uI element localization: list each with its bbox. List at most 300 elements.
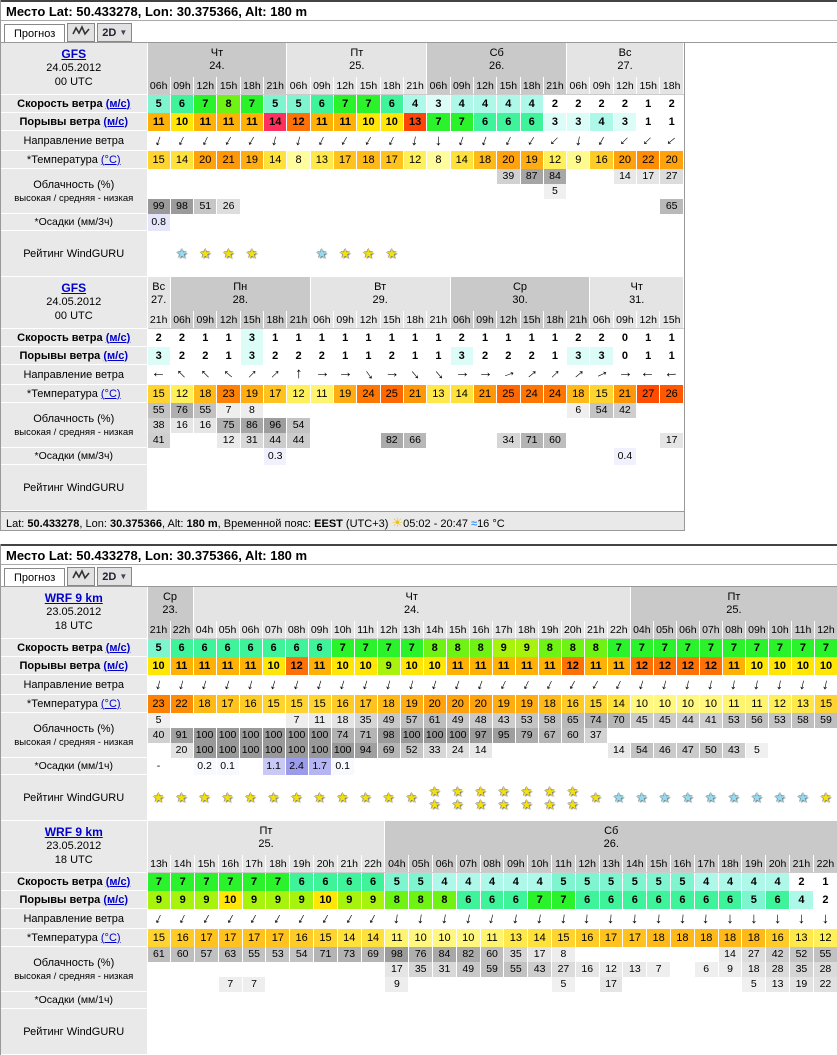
temperature-cell: 11 [310, 385, 333, 403]
precip-cell [403, 448, 426, 465]
rating-cell [480, 1009, 504, 1055]
wind-speed-cell: 8 [423, 639, 446, 657]
rating-cell [497, 465, 520, 511]
temperature-cell: 19 [240, 385, 263, 403]
wind-speed-cell: 7 [354, 639, 377, 657]
wind-arrow-icon: ↓ [654, 909, 664, 928]
temperature-cell: 12 [403, 151, 426, 169]
wind-speed-cell: 5 [647, 873, 671, 891]
hour-header: 09h [334, 311, 357, 329]
hour-header: 13h [599, 855, 623, 873]
cloud-mid-cell [590, 184, 613, 199]
cloud-low-cell: 17 [599, 977, 623, 992]
model-link[interactable]: WRF 9 km [44, 591, 103, 605]
temperature-cell: 17 [216, 695, 239, 713]
cloud-mid-cell [147, 962, 171, 977]
wind-speed-cell: 7 [334, 95, 357, 113]
star-icon: ★ [682, 790, 694, 805]
cloud-high-cell: 7 [217, 403, 240, 418]
hour-header: 11h [354, 621, 377, 639]
tab-forecast[interactable]: Прогноз [4, 24, 65, 42]
wind-direction-cell [240, 365, 263, 385]
precip-cell [694, 992, 718, 1009]
temperature-cell: 23 [217, 385, 240, 403]
wind-speed-cell: 8 [561, 639, 584, 657]
star-icon: ★ [222, 246, 235, 261]
wind-gusts-cell: 1 [334, 347, 357, 365]
cloud-low-cell [456, 977, 480, 992]
precip-cell [647, 992, 671, 1009]
wind-direction-cell [380, 131, 403, 151]
wind-arrow-icon: ↓ [705, 675, 717, 694]
view-2d-label: 2D [102, 570, 117, 583]
cloud-mid-cell: 100 [193, 728, 216, 743]
cloud-mid-cell: 5 [543, 184, 566, 199]
cloud-high-cell [599, 947, 623, 962]
precip-cell [217, 448, 240, 465]
wind-arrow-icon: ↓ [360, 131, 376, 150]
hour-header: 12h [637, 311, 660, 329]
wind-speed-cell: 4 [497, 95, 520, 113]
cloud-low-cell [575, 977, 599, 992]
rating-cell [147, 465, 170, 511]
cloud-mid-cell [194, 184, 217, 199]
unit-link[interactable]: (°C) [100, 931, 121, 944]
unit-link[interactable]: (м/с) [103, 893, 128, 906]
wind-arrow-icon: ↓ [196, 365, 214, 384]
wind-gusts-cell: 1 [637, 347, 660, 365]
precip-cell [473, 214, 496, 231]
wind-speed-cell: 7 [745, 639, 768, 657]
wind-direction-cell [584, 675, 607, 695]
precip-cell [613, 214, 636, 231]
wind-arrow-icon: ↓ [341, 909, 357, 928]
precip-cell [380, 448, 403, 465]
cloud-mid-cell [450, 184, 473, 199]
cloud-high-cell: 53 [768, 713, 791, 728]
clouds-sublabel: высокая / средняя - низкая [14, 736, 134, 748]
row-label: *Температура (°C) [1, 385, 147, 403]
cloud-high-cell: 48 [469, 713, 492, 728]
wind-gusts-cell: 11 [515, 657, 538, 675]
rating-cell [450, 231, 473, 277]
wind-arrow-icon: ↓ [820, 675, 832, 694]
model-link[interactable]: GFS [61, 281, 87, 295]
wind-speed-cell: 1 [357, 329, 380, 347]
star-icon: ★ [405, 790, 418, 805]
wind-arrow-icon: ↓ [611, 675, 626, 694]
rating-cell [334, 465, 357, 511]
star-icon: ★ [313, 790, 326, 805]
model-run: 00 UTC [54, 310, 93, 322]
wind-direction-cell [469, 675, 492, 695]
wind-arrow-icon: ↓ [199, 909, 214, 928]
cloud-mid-cell [567, 184, 590, 199]
wind-speed-cell: 2 [147, 329, 170, 347]
wind-gusts-cell: 9 [242, 891, 266, 909]
day-header: Вт 29. [310, 277, 450, 311]
hour-header: 09h [504, 855, 528, 873]
unit-link[interactable]: (м/с) [105, 875, 131, 888]
rating-cell [310, 465, 333, 511]
wind-direction-cell [427, 365, 450, 385]
wind-arrow-icon: ↓ [243, 365, 261, 384]
wind-arrow-icon: ↓ [588, 675, 604, 694]
precip-cell [497, 214, 520, 231]
cloud-mid-cell: 28 [813, 962, 837, 977]
temperature-cell: 16 [239, 695, 262, 713]
cloud-mid-cell: 96 [264, 418, 287, 433]
rating-cell [718, 1009, 742, 1055]
wind-speed-cell: 6 [310, 95, 333, 113]
temperature-cell: 18 [538, 695, 561, 713]
wind-direction-cell [193, 675, 216, 695]
wind-gusts-cell: 11 [308, 657, 331, 675]
rating-cell [290, 1009, 314, 1055]
cloud-low-cell [473, 433, 496, 448]
cloud-mid-cell [170, 184, 193, 199]
temperature-cell: 25 [497, 385, 520, 403]
cloud-high-cell: 27 [742, 947, 766, 962]
rating-cell [630, 775, 653, 821]
unit-link[interactable]: (м/с) [105, 641, 131, 654]
hour-header: 19h [290, 855, 314, 873]
star-icon: ★ [705, 790, 717, 805]
precip-cell [814, 758, 837, 775]
rating-cell [314, 1009, 338, 1055]
cloud-high-cell: 42 [613, 403, 636, 418]
cloud-mid-cell [699, 728, 722, 743]
cloud-low-cell [409, 977, 433, 992]
rating-cell [217, 231, 240, 277]
wind-arrow-icon: ↓ [659, 675, 671, 694]
wind-speed-cell: 7 [242, 873, 266, 891]
unit-link[interactable]: (м/с) [103, 115, 128, 128]
wind-arrow-icon: ↓ [198, 675, 211, 694]
wind-gusts-cell: 1 [660, 347, 684, 365]
temperature-cell: 12 [543, 151, 566, 169]
model-cell [1, 277, 147, 329]
cloud-high-cell: 14 [718, 947, 742, 962]
precip-cell [768, 758, 791, 775]
cloud-mid-cell: 13 [623, 962, 647, 977]
cloud-low-cell [266, 977, 290, 992]
wind-gusts-cell: 11 [492, 657, 515, 675]
day-header: Сб 26. [427, 43, 567, 77]
cloud-mid-cell [607, 728, 630, 743]
rating-cell [427, 465, 450, 511]
unit-link[interactable]: (м/с) [103, 659, 128, 672]
unit-link[interactable]: (°C) [100, 153, 121, 166]
wind-speed-cell: 6 [216, 639, 239, 657]
hour-header: 21h [147, 311, 170, 329]
temperature-cell: 19 [515, 695, 538, 713]
wind-arrow-icon: ↓ [270, 909, 286, 928]
cloud-low-cell [450, 433, 473, 448]
day-header: Пт 25. [147, 821, 385, 855]
hour-header: 16h [218, 855, 242, 873]
temperature-cell: 20 [613, 151, 636, 169]
temperature-cell: 26 [660, 385, 684, 403]
row-label: *Температура (°C) [1, 695, 147, 713]
precip-cell [584, 758, 607, 775]
precip-cell: 0.1 [216, 758, 239, 775]
wind-speed-cell: 2 [790, 873, 814, 891]
forecast-panel-bottom [0, 544, 837, 1055]
cloud-high-cell: 41 [699, 713, 722, 728]
rating-cell [647, 1009, 671, 1055]
wind-arrow-icon: ↓ [244, 131, 260, 150]
hour-header: 20h [766, 855, 790, 873]
cloud-low-cell [357, 199, 380, 214]
rating-cell [423, 775, 446, 821]
forecast-table [1, 43, 684, 277]
wind-direction-cell [742, 909, 766, 929]
hour-header: 20h [561, 621, 584, 639]
cloud-low-cell: 43 [722, 743, 745, 758]
cloud-mid-cell [314, 962, 338, 977]
precip-cell [337, 992, 361, 1009]
cloud-low-cell [718, 977, 742, 992]
precip-cell [239, 758, 262, 775]
wind-direction-cell [334, 131, 357, 151]
wind-direction-cell [400, 675, 423, 695]
cloud-high-cell [520, 403, 543, 418]
star-icon: ★ [362, 246, 375, 261]
cloud-mid-cell: 59 [480, 962, 504, 977]
hour-header: 21h [584, 621, 607, 639]
cloud-low-cell [515, 743, 538, 758]
wind-speed-cell: 1 [637, 95, 660, 113]
graph-icon-button[interactable] [67, 23, 95, 42]
rating-cell [613, 465, 636, 511]
cloud-high-cell: 55 [242, 947, 266, 962]
star-icon: ★ [751, 790, 763, 805]
wind-gusts-cell: 6 [623, 891, 647, 909]
precip-cell [520, 448, 543, 465]
cloud-low-cell [814, 743, 837, 758]
cloud-mid-cell: 40 [147, 728, 170, 743]
temperature-cell: 21 [403, 385, 426, 403]
precip-cell [599, 992, 623, 1009]
wind-gusts-cell: 9 [266, 891, 290, 909]
hour-header: 12h [377, 621, 400, 639]
star-icon: ★ [359, 790, 372, 805]
wind-direction-cell [694, 909, 718, 929]
rating-cell [287, 465, 310, 511]
wind-arrow-icon: ↓ [522, 366, 541, 383]
rating-cell [331, 775, 354, 821]
precip-cell [497, 448, 520, 465]
wind-gusts-cell: 11 [607, 657, 630, 675]
cloud-low-cell: 33 [423, 743, 446, 758]
wind-speed-cell: 4 [520, 95, 543, 113]
cloud-mid-cell [264, 184, 287, 199]
cloud-mid-cell [310, 184, 333, 199]
unit-link[interactable]: (°C) [100, 387, 121, 400]
wind-arrow-icon: ↓ [751, 675, 763, 694]
wind-gusts-cell: 10 [354, 657, 377, 675]
precip-cell [290, 992, 314, 1009]
model-link[interactable]: WRF 9 km [44, 825, 103, 839]
temperature-cell: 18 [357, 151, 380, 169]
cloud-mid-cell [171, 962, 195, 977]
wind-speed-cell: 1 [637, 329, 660, 347]
temperature-cell: 18 [647, 929, 671, 947]
cloud-low-cell: 5 [742, 977, 766, 992]
wind-speed-cell: 7 [240, 95, 263, 113]
wind-speed-cell: 7 [699, 639, 722, 657]
precip-cell: 1.1 [262, 758, 285, 775]
wind-speed-cell: 4 [456, 873, 480, 891]
wind-arrow-icon: ↓ [635, 675, 649, 694]
hour-header: 04h [193, 621, 216, 639]
row-label [1, 713, 147, 758]
graph-icon-button[interactable] [67, 567, 95, 586]
rating-cell [561, 775, 584, 821]
rating-cell [607, 775, 630, 821]
star-icon: ★ [428, 796, 441, 812]
wind-gusts-cell: 12 [653, 657, 676, 675]
cloud-mid-cell [357, 418, 380, 433]
wind-speed-cell: 5 [147, 95, 170, 113]
temperature-cell: 18 [193, 695, 216, 713]
wind-gusts-cell: 6 [575, 891, 599, 909]
temperature-cell: 20 [497, 151, 520, 169]
hour-header: 16h [671, 855, 695, 873]
cloud-high-cell: 53 [722, 713, 745, 728]
wind-gusts-cell: 2 [170, 347, 193, 365]
cloud-high-cell [334, 403, 357, 418]
cloud-mid-cell [653, 728, 676, 743]
wind-direction-cell [637, 365, 660, 385]
unit-link[interactable]: (м/с) [105, 97, 131, 110]
cloud-high-cell: 74 [584, 713, 607, 728]
hour-header: 12h [357, 311, 380, 329]
model-cell [1, 43, 147, 95]
temperature-cell: 19 [492, 695, 515, 713]
precip-cell [607, 758, 630, 775]
hour-header: 22h [813, 855, 837, 873]
unit-link[interactable]: (°C) [100, 697, 121, 710]
rating-cell [637, 231, 660, 277]
model-link[interactable]: GFS [61, 47, 87, 61]
cloud-mid-cell [450, 418, 473, 433]
row-label: Направление ветра [1, 909, 147, 929]
hour-header: 05h [409, 855, 433, 873]
cloud-low-cell: 47 [676, 743, 699, 758]
cloud-high-cell [637, 403, 660, 418]
rating-cell [217, 465, 240, 511]
wind-gusts-cell: 11 [239, 657, 262, 675]
precip-cell [575, 992, 599, 1009]
wind-direction-cell [147, 909, 171, 929]
clouds-label: Облачность (%) [33, 956, 115, 969]
wind-arrow-icon: ↓ [542, 675, 557, 694]
wind-direction-cell [266, 909, 290, 929]
star-icon: ★ [290, 790, 303, 805]
cloud-low-cell: 98 [170, 199, 193, 214]
hour-header: 06h [433, 855, 457, 873]
wind-direction-cell [361, 909, 385, 929]
wind-direction-cell [504, 909, 528, 929]
wind-direction-cell [264, 131, 287, 151]
wind-arrow-icon: ↓ [175, 675, 188, 694]
cloud-mid-cell: 37 [584, 728, 607, 743]
wind-direction-cell [699, 675, 722, 695]
cloud-low-cell [310, 433, 333, 448]
chevron-down-icon: ▼ [119, 28, 128, 37]
wind-speed-cell: 7 [653, 639, 676, 657]
precip-cell [147, 448, 170, 465]
row-label: *Осадки (мм/3ч) [1, 214, 147, 231]
hour-header: 09h [450, 77, 473, 95]
row-label: Скорость ветра (м/с) [1, 873, 147, 891]
wind-direction-cell [520, 365, 543, 385]
wind-gusts-cell: 12 [630, 657, 653, 675]
wind-gusts-cell: 6 [718, 891, 742, 909]
rating-cell [433, 1009, 457, 1055]
star-icon: ★ [451, 796, 464, 812]
wind-arrow-icon: ↓ [269, 131, 281, 150]
wind-speed-cell: 7 [266, 873, 290, 891]
hour-header: 21h [567, 311, 590, 329]
rating-cell [814, 775, 837, 821]
cloud-low-cell: 9 [385, 977, 409, 992]
temperature-cell: 16 [575, 929, 599, 947]
precip-cell [403, 214, 426, 231]
precip-cell [266, 992, 290, 1009]
hour-header: 21h [427, 311, 450, 329]
unit-link[interactable]: (м/с) [105, 331, 131, 344]
wind-direction-cell [334, 365, 357, 385]
view-2d-button[interactable] [97, 23, 132, 42]
hour-header: 15h [357, 77, 380, 95]
cloud-high-cell: 60 [171, 947, 195, 962]
unit-link[interactable]: (м/с) [103, 349, 128, 362]
cloud-high-cell: 76 [409, 947, 433, 962]
star-icon: ★ [316, 246, 328, 261]
tab-forecast[interactable]: Прогноз [4, 568, 65, 586]
precip-cell [456, 992, 480, 1009]
rating-cell [361, 1009, 385, 1055]
wind-speed-cell: 4 [480, 873, 504, 891]
cloud-low-cell [264, 199, 287, 214]
day-header: Ср 30. [450, 277, 590, 311]
wind-arrow-icon: ↓ [152, 131, 166, 150]
hour-header: 17h [492, 621, 515, 639]
cloud-mid-cell [240, 184, 263, 199]
cloud-low-cell: 7 [242, 977, 266, 992]
wind-speed-cell: 1 [380, 329, 403, 347]
wind-speed-cell: 7 [331, 639, 354, 657]
wind-gusts-cell: 6 [520, 113, 543, 131]
footer-text: 50.433278 [27, 518, 80, 530]
wind-speed-cell: 5 [623, 873, 647, 891]
wind-direction-cell [543, 131, 566, 151]
cloud-mid-cell: 18 [742, 962, 766, 977]
cloud-mid-cell [195, 962, 219, 977]
hour-header: 15h [446, 621, 469, 639]
row-label: Скорость ветра (м/с) [1, 95, 147, 113]
view-2d-button[interactable] [97, 567, 132, 586]
wind-speed-cell: 1 [310, 329, 333, 347]
precip-cell [218, 992, 242, 1009]
row-label: Порывы ветра (м/с) [1, 113, 147, 131]
rating-cell [492, 775, 515, 821]
hour-header: 15h [240, 311, 263, 329]
cloud-high-cell: 17 [528, 947, 552, 962]
